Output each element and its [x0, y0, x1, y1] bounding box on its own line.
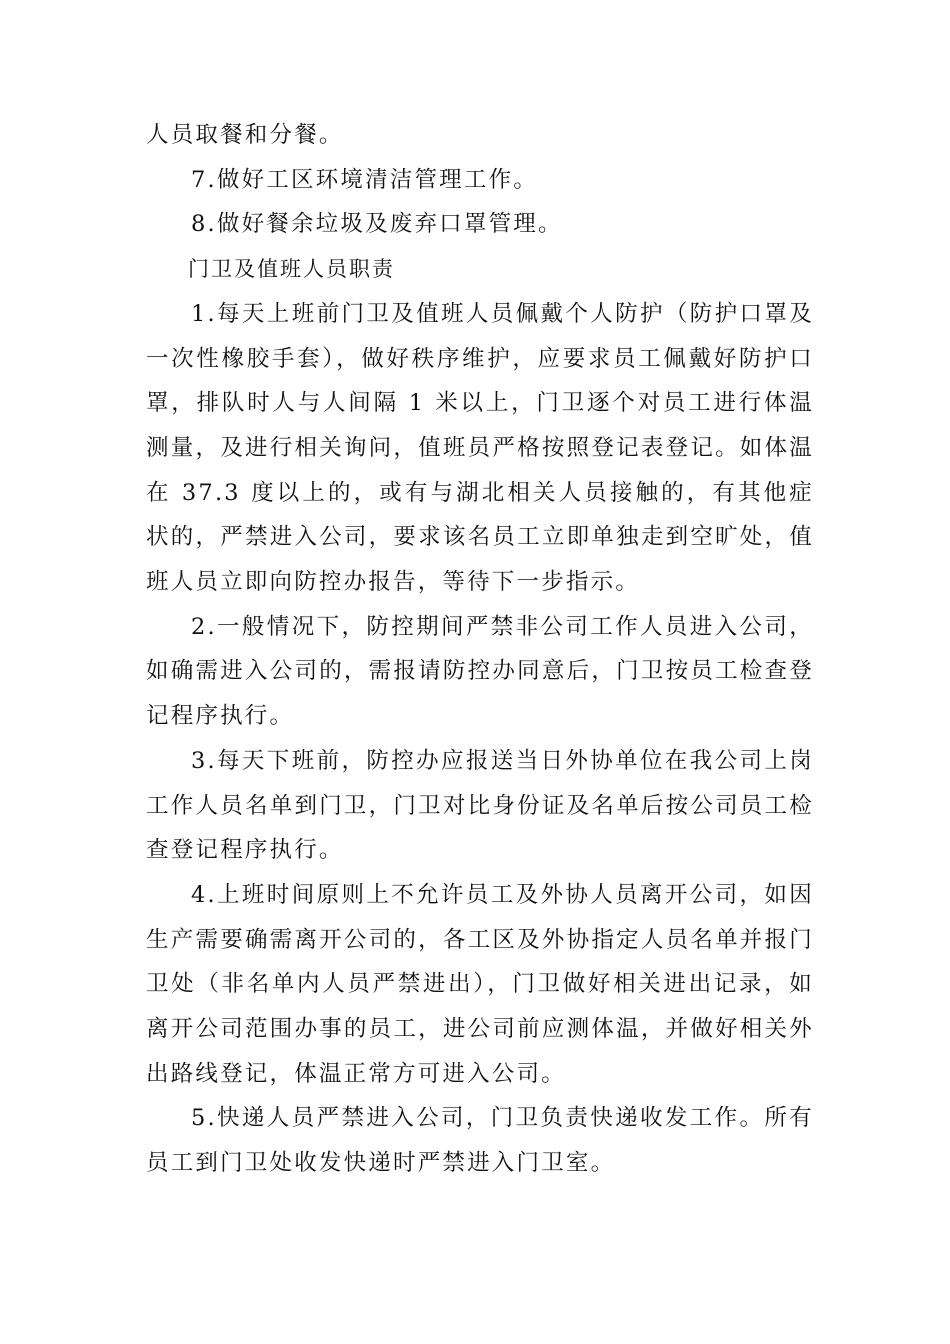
paragraph-duty-5: 5.快递人员严禁进入公司，门卫负责快递收发工作。所有员工到门卫处收发快递时严禁进入门卫室。: [146, 1105, 814, 1177]
document-page: [146, 113, 814, 1186]
paragraph-duty-4: 4.上班时间原则上不允许员工及外协人员离开公司，如因生产需要确需离开公司的，各工区及外协指定人员名单并报门卫处（非名单内人员严禁进出），门卫做好相关进出记录，如离开公司范围办事的员工，进公司前应测体温，并做好相关外出路线登记，体温正常方可进入公司。: [146, 881, 814, 1087]
paragraph-duty-3: 3.每天下班前，防控办应报送当日外协单位在我公司上岗工作人员名单到门卫，门卫对比身份证及名单后按公司员工检查登记程序执行。: [146, 747, 814, 864]
section-heading: 门卫及值班人员职责: [188, 257, 395, 282]
paragraph-continuation: 人员取餐和分餐。: [146, 122, 344, 148]
paragraph-item-7: 7.做好工区环境清洁管理工作。: [191, 166, 538, 193]
paragraph-duty-1: 1.每天上班前门卫及值班人员佩戴个人防护（防护口罩及一次性橡胶手套），做好秩序维护，应要求员工佩戴好防护口罩，排队时人与人间隔 1 米以上，门卫逐个对员工进行体温测量，及进行相关询问，值班员严格按照登记表登记。如体温在 37.3 度以上的，或有与湖北相关人员接触的，有其他症状的，严禁进入公司，要求该名员工立即单独走到空旷处，值班人员立即向防控办报告，等待下一步指示。: [146, 300, 814, 596]
paragraph-duty-2: 2.一般情况下，防控期间严禁非公司工作人员进入公司，如确需进入公司的，需报请防控办同意后，门卫按员工检查登记程序执行。: [146, 613, 814, 730]
paragraph-item-8: 8.做好餐余垃圾及废弃口罩管理。: [191, 211, 563, 238]
